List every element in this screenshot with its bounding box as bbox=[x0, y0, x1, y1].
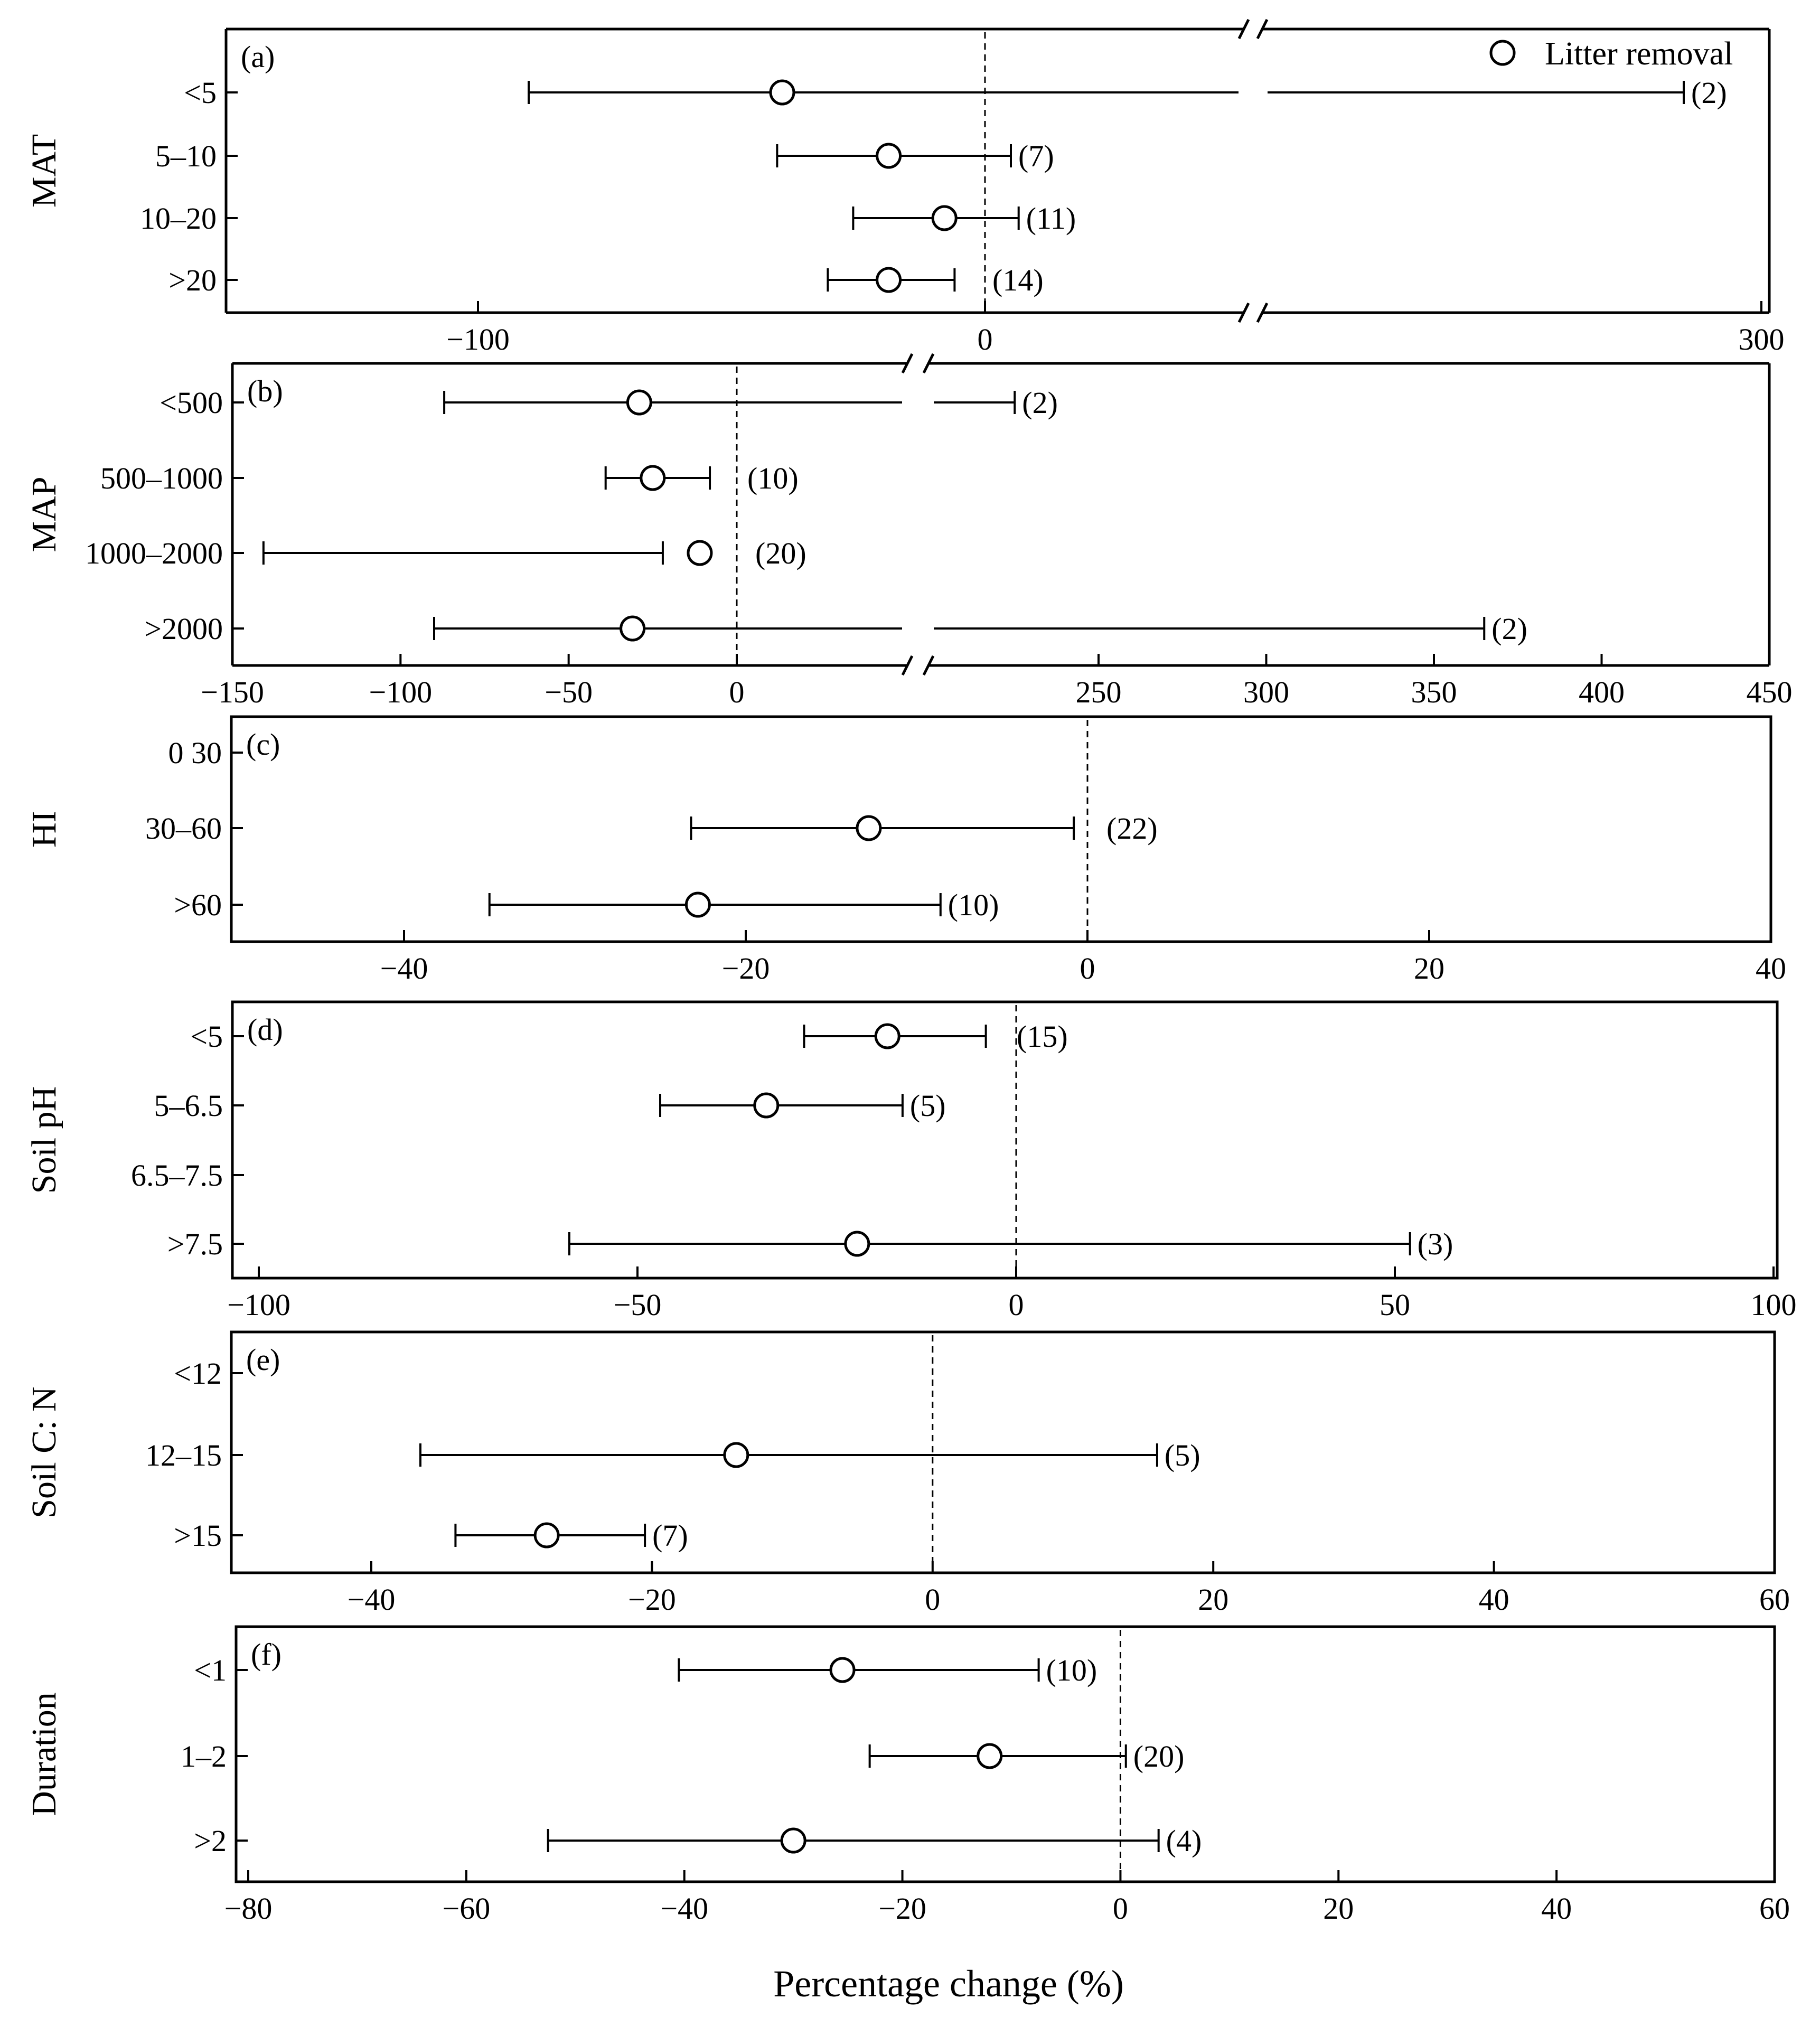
x-tick-label: 350 bbox=[1411, 675, 1457, 709]
mean-point bbox=[627, 391, 651, 414]
x-tick-label: 100 bbox=[1750, 1288, 1797, 1322]
x-tick-label: 40 bbox=[1541, 1891, 1572, 1926]
sample-size-label: (15) bbox=[1017, 1019, 1068, 1054]
panel-label: (d) bbox=[247, 1012, 283, 1047]
mean-point bbox=[933, 207, 956, 230]
x-tick-label: 0 bbox=[1112, 1891, 1128, 1926]
mean-point bbox=[876, 1025, 899, 1048]
mean-point bbox=[641, 466, 664, 490]
sample-size-label: (2) bbox=[1691, 76, 1727, 110]
sample-size-label: (10) bbox=[1046, 1653, 1097, 1687]
sample-size-label: (2) bbox=[1491, 612, 1527, 646]
category-label: >2000 bbox=[144, 612, 223, 646]
y-axis-label: Soil C: N bbox=[25, 1386, 63, 1518]
sample-size-label: (14) bbox=[992, 263, 1044, 297]
x-tick-label: −100 bbox=[369, 675, 433, 709]
category-label: <5 bbox=[190, 1019, 223, 1054]
x-tick-label: 0 bbox=[1080, 951, 1095, 986]
x-tick-label: 450 bbox=[1746, 675, 1793, 709]
mean-point bbox=[688, 541, 711, 565]
panel-label: (f) bbox=[251, 1637, 282, 1672]
category-label: >2 bbox=[194, 1824, 227, 1858]
x-tick-label: −100 bbox=[227, 1288, 290, 1322]
legend-marker bbox=[1491, 41, 1514, 64]
panel-label: (a) bbox=[241, 40, 275, 74]
x-tick-label: 60 bbox=[1759, 1582, 1790, 1617]
x-axis-label: Percentage change (%) bbox=[773, 1963, 1124, 2005]
y-axis-label: MAP bbox=[25, 476, 63, 552]
x-tick-label: −150 bbox=[201, 675, 264, 709]
mean-point bbox=[535, 1524, 558, 1547]
mean-point bbox=[771, 81, 794, 104]
mean-point bbox=[857, 817, 880, 840]
x-tick-label: −100 bbox=[446, 322, 510, 356]
panel-frame bbox=[232, 1002, 1777, 1278]
sample-size-label: (5) bbox=[909, 1088, 946, 1123]
x-tick-label: 40 bbox=[1756, 951, 1786, 986]
category-label: 6.5–7.5 bbox=[131, 1158, 223, 1193]
x-tick-label: 300 bbox=[1738, 322, 1785, 356]
panel-f bbox=[25, 1627, 1790, 1926]
mean-point bbox=[877, 144, 900, 167]
x-tick-label: 60 bbox=[1759, 1891, 1790, 1926]
sample-size-label: (11) bbox=[1026, 201, 1076, 236]
sample-size-label: (7) bbox=[652, 1518, 688, 1553]
x-tick-label: −20 bbox=[878, 1891, 926, 1926]
mean-point bbox=[877, 268, 900, 292]
panel-label: (e) bbox=[246, 1343, 280, 1377]
panel-d bbox=[25, 1002, 1797, 1322]
category-label: <500 bbox=[160, 386, 223, 420]
category-label: 1000–2000 bbox=[85, 536, 223, 570]
y-axis-label: MAT bbox=[25, 134, 63, 208]
mean-point bbox=[831, 1658, 854, 1682]
x-tick-label: 40 bbox=[1478, 1582, 1509, 1617]
category-label: <12 bbox=[174, 1356, 222, 1391]
y-axis-label: HI bbox=[25, 811, 63, 848]
x-tick-label: 0 bbox=[729, 675, 745, 709]
panel-label: (c) bbox=[246, 727, 280, 762]
category-label: 500–1000 bbox=[100, 461, 223, 495]
y-axis-label: Duration bbox=[25, 1692, 63, 1816]
category-label: >7.5 bbox=[167, 1227, 223, 1261]
category-label: 5–6.5 bbox=[154, 1088, 223, 1123]
x-tick-label: 300 bbox=[1243, 675, 1289, 709]
x-tick-label: −40 bbox=[660, 1891, 709, 1926]
category-label: >60 bbox=[174, 888, 222, 922]
panel-label: (b) bbox=[247, 374, 283, 408]
sample-size-label: (20) bbox=[755, 536, 806, 570]
category-label: 5–10 bbox=[155, 139, 217, 173]
sample-size-label: (4) bbox=[1166, 1824, 1202, 1858]
x-tick-label: 250 bbox=[1075, 675, 1122, 709]
mean-point bbox=[755, 1094, 778, 1117]
x-tick-label: −20 bbox=[721, 951, 770, 986]
category-label: <5 bbox=[184, 76, 217, 110]
x-tick-label: −50 bbox=[613, 1288, 662, 1322]
category-label: >20 bbox=[168, 263, 217, 297]
mean-point bbox=[978, 1744, 1001, 1768]
mean-point bbox=[621, 617, 644, 640]
mean-point bbox=[686, 893, 709, 916]
mean-point bbox=[782, 1829, 805, 1852]
panel-frame bbox=[231, 1332, 1775, 1573]
sample-size-label: (22) bbox=[1106, 811, 1158, 846]
panel-frame bbox=[236, 1627, 1775, 1882]
x-tick-label: 0 bbox=[1008, 1288, 1024, 1322]
category-label: >15 bbox=[174, 1518, 222, 1553]
x-tick-label: −80 bbox=[224, 1891, 273, 1926]
x-tick-label: −40 bbox=[380, 951, 428, 986]
category-label: 1–2 bbox=[181, 1739, 227, 1773]
sample-size-label: (2) bbox=[1022, 386, 1058, 420]
panel-a bbox=[25, 20, 1785, 356]
category-label: 10–20 bbox=[140, 201, 217, 236]
x-tick-label: 20 bbox=[1414, 951, 1444, 986]
legend-label: Litter removal bbox=[1545, 36, 1733, 72]
x-tick-label: −60 bbox=[442, 1891, 491, 1926]
category-label: <1 bbox=[194, 1653, 227, 1687]
sample-size-label: (10) bbox=[747, 461, 799, 495]
mean-point bbox=[725, 1443, 748, 1467]
panel-e bbox=[25, 1332, 1790, 1617]
sample-size-label: (20) bbox=[1133, 1739, 1185, 1773]
mean-point bbox=[846, 1232, 869, 1255]
category-label: 30–60 bbox=[145, 811, 222, 846]
category-label: 0 30 bbox=[168, 736, 222, 770]
sample-size-label: (5) bbox=[1164, 1438, 1200, 1472]
sample-size-label: (10) bbox=[947, 888, 999, 922]
category-label: 12–15 bbox=[145, 1438, 222, 1472]
sample-size-label: (7) bbox=[1018, 139, 1054, 173]
x-tick-label: 400 bbox=[1579, 675, 1625, 709]
panel-c bbox=[25, 717, 1786, 986]
panel-b bbox=[25, 354, 1793, 709]
sample-size-label: (3) bbox=[1417, 1227, 1453, 1261]
x-tick-label: −50 bbox=[545, 675, 593, 709]
legend bbox=[1491, 36, 1733, 72]
x-tick-label: −20 bbox=[628, 1582, 676, 1617]
x-tick-label: 50 bbox=[1380, 1288, 1410, 1322]
x-tick-label: 20 bbox=[1323, 1891, 1354, 1926]
x-tick-label: 20 bbox=[1198, 1582, 1229, 1617]
x-tick-label: −40 bbox=[347, 1582, 396, 1617]
x-tick-label: 0 bbox=[925, 1582, 941, 1617]
y-axis-label: Soil pH bbox=[25, 1086, 63, 1194]
x-tick-label: 0 bbox=[977, 322, 993, 356]
